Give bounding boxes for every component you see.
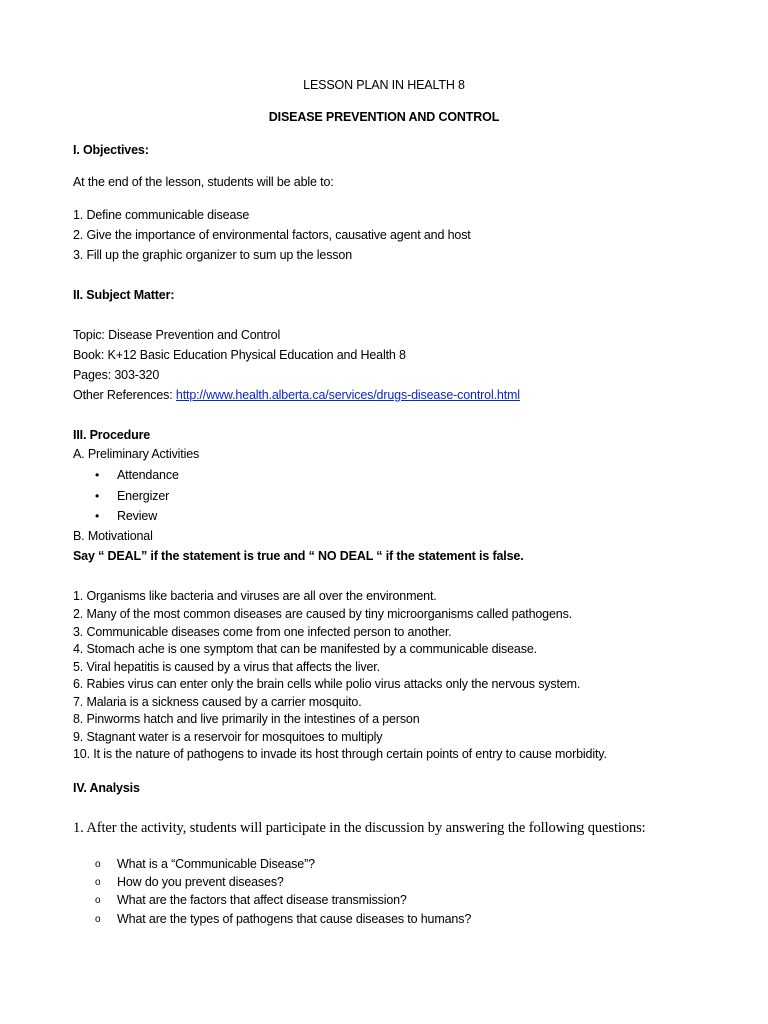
motivational-instruction: Say “ DEAL” if the statement is true and “ NO DEAL “ if the statement is false. (73, 549, 524, 563)
preliminary-heading: A. Preliminary Activities (73, 447, 200, 461)
subject-book: Book: K+12 Basic Education Physical Education and Health 8 (73, 348, 406, 362)
analysis-intro: 1. After the activity, students will participate in the discussion by answering the following questions: (73, 820, 646, 836)
preliminary-item: Review (117, 509, 158, 523)
subject-matter-heading: II. Subject Matter: (73, 288, 175, 302)
circle-bullet-icon: o (95, 877, 101, 888)
circle-bullet-icon: o (95, 859, 101, 870)
circle-bullet-icon: o (95, 895, 101, 906)
preliminary-item: Energizer (117, 489, 170, 503)
analysis-heading: IV. Analysis (73, 781, 140, 795)
bullet-icon: • (95, 509, 100, 523)
analysis-question: What are the types of pathogens that cause diseases to humans? (117, 912, 472, 926)
subject-pages: Pages: 303-320 (73, 368, 160, 382)
statement-item: 1. Organisms like bacteria and viruses are all over the environment. (73, 589, 437, 603)
subject-references (73, 388, 520, 403)
motivational-heading: B. Motivational (73, 529, 153, 543)
analysis-question: What are the factors that affect disease transmission? (117, 893, 407, 907)
references-label: Other References: (73, 388, 176, 402)
objectives-heading: I. Objectives: (73, 143, 149, 157)
objective-item: 1. Define communicable disease (73, 208, 250, 222)
circle-bullet-icon: o (95, 914, 101, 925)
document-subtitle: DISEASE PREVENTION AND CONTROL (268, 110, 500, 124)
objective-item: 2. Give the importance of environmental factors, causative agent and host (73, 228, 471, 242)
subject-topic: Topic: Disease Prevention and Control (73, 328, 281, 342)
preliminary-item: Attendance (117, 468, 179, 482)
statement-item: 7. Malaria is a sickness caused by a carrier mosquito. (73, 695, 362, 709)
procedure-heading: III. Procedure (73, 428, 151, 442)
statement-item: 6. Rabies virus can enter only the brain cells while polio virus attacks only the nervous system. (73, 677, 581, 691)
statement-item: 2. Many of the most common diseases are caused by tiny microorganisms called pathogens. (73, 607, 573, 621)
statement-item: 10. It is the nature of pathogens to invade its host through certain points of entry to cause morbidity. (73, 747, 607, 761)
statement-item: 9. Stagnant water is a reservoir for mosquitoes to multiply (73, 730, 383, 744)
statement-item: 8. Pinworms hatch and live primarily in the intestines of a person (73, 712, 420, 726)
document-title: LESSON PLAN IN HEALTH 8 (303, 78, 465, 92)
statement-item: 5. Viral hepatitis is caused by a virus that affects the liver. (73, 660, 380, 674)
analysis-question: How do you prevent diseases? (117, 875, 284, 889)
objective-item: 3. Fill up the graphic organizer to sum up the lesson (73, 248, 353, 262)
analysis-question: What is a “Communicable Disease”? (117, 857, 315, 871)
statement-item: 3. Communicable diseases come from one infected person to another. (73, 625, 452, 639)
bullet-icon: • (95, 489, 100, 503)
bullet-icon: • (95, 468, 100, 482)
objectives-intro: At the end of the lesson, students will be able to: (73, 175, 334, 189)
references-link[interactable]: http://www.health.alberta.ca/services/drugs-disease-control.html (175, 388, 520, 402)
statement-item: 4. Stomach ache is one symptom that can be manifested by a communicable disease. (73, 642, 537, 656)
